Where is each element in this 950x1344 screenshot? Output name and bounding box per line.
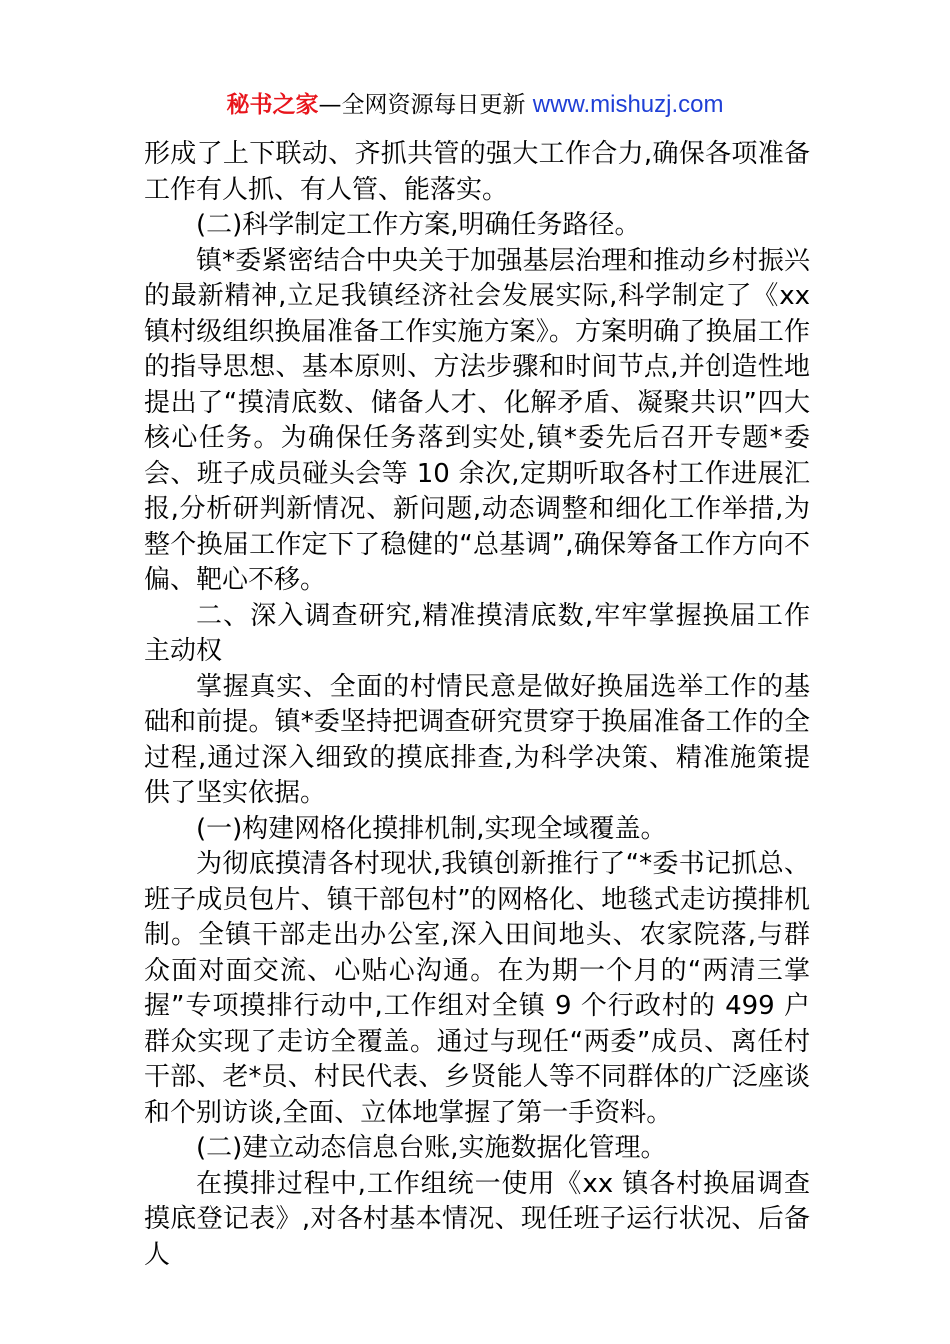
subheading-3-1: (一)构建网格化摸排机制,实现全域覆盖。 xyxy=(196,813,667,844)
subheading-2-2: (二)科学制定工作方案,明确任务路径。 xyxy=(196,210,641,240)
paragraph-ledger: 在摸排过程中,工作组统一使用《xx 镇各村换届调查摸底登记表》,对各村基本情况、现任班子运行状况、后备人 xyxy=(144,1168,810,1270)
site-url[interactable]: www.mishuzj.com xyxy=(532,91,724,118)
document-body xyxy=(144,137,810,1273)
paragraph-grid-mechanism: 为彻底摸清各村现状,我镇创新推行了“*委书记抓总、班子成员包片、镇干部包村”的网格化、地毯式走访摸排机制。全镇干部走出办公室,深入田间地头、农家院落,与群众面对面交流、心贴心沟通。在为期一个月的“两清三掌握”专项摸排行动中,工作组对全镇 9 个行政村的 499 户群众实现了走访全覆盖。通过与现任“两委”成员、离任村干部、老*员、村民代表、乡贤能人等不同群体的广泛座谈和个别访谈,全面、立体地掌握了第一手资料。 xyxy=(144,849,810,1128)
paragraph-continuation: 形成了上下联动、齐抓共管的强大工作合力,确保各项准备工作有人抓、有人管、能落实。 xyxy=(144,139,810,205)
header-tagline: —全网资源每日更新 xyxy=(318,92,533,118)
brand-name: 秘书之家 xyxy=(226,92,319,118)
paragraph-plan: 镇*委紧密结合中央关于加强基层治理和推动乡村振兴的最新精神,立足我镇经济社会发展实际,科学制定了《xx 镇村级组织换届准备工作实施方案》。方案明确了换届工作的指导思想、基本原则、方法步骤和时间节点,并创造性地提出了“摸清底数、储备人才、化解矛盾、凝聚共识”四大核心任务。为确保任务落到实处,镇*委先后召开专题*委会、班子成员碰头会等 10 余次,定期听取各村工作进展汇报,分析研判新情况、新问题,动态调整和细化工作举措,为整个换届工作定下了稳健的“总基调”,确保筹备工作方向不偏、靶心不移。 xyxy=(144,245,810,595)
paragraph-survey-intro: 掌握真实、全面的村情民意是做好换届选举工作的基础和前提。镇*委坚持把调查研究贯穿于换届准备工作的全过程,通过深入细致的摸底排查,为科学决策、精准施策提供了坚实依据。 xyxy=(144,671,810,808)
section-heading-2: 二、深入调查研究,精准摸清底数,牢牢掌握换届工作主动权 xyxy=(144,600,810,666)
page-header xyxy=(0,88,950,122)
subheading-3-2: (二)建立动态信息台账,实施数据化管理。 xyxy=(196,1133,667,1163)
